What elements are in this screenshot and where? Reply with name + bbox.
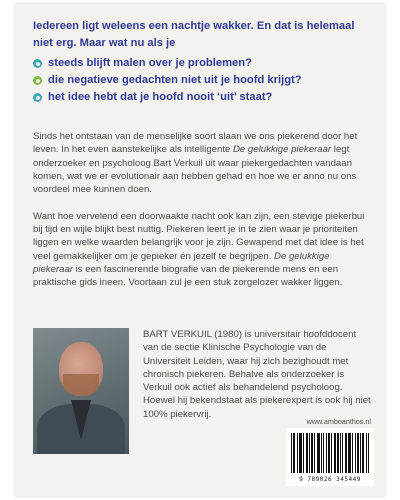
paragraph-text: legt onderzoeker en psycholoog Bart Verkuil uit waar piekergedachten vandaan komen, wat we er evolutionair aan hebben gehad en hoe we er anno nu ons voordeel mee kunnen doen.: [33, 144, 357, 196]
cover-text: [33, 18, 371, 289]
barcode-icon: [291, 433, 369, 475]
description-paragraph-2: [33, 210, 371, 290]
bullet-item: [33, 89, 371, 106]
description-paragraph-1: [33, 130, 371, 196]
circle-bullet-icon: [33, 76, 42, 85]
author-photo: [33, 328, 129, 454]
book-title: De gelukkige piekeraar: [233, 144, 332, 156]
bullet-text: steeds blijft malen over je problemen?: [48, 57, 252, 70]
bullet-text: die negatieve gedachten niet uit je hoofd krijgt?: [48, 74, 302, 87]
author-bio-text: (1980) is universitair hoofddocent van de sectie Klinische Psychologie van de Universiteit Leiden, waar hij zich bezighoudt met chronisch piekeren. Behalve als onderzoeker is Verkuil ook actief als behandelend psycholoog. Hoewel hij bekendstaat als piekerexpert is ook hij niet 100% piekervrij.: [143, 329, 371, 420]
isbn-number: 9 789026 345449: [299, 476, 361, 483]
author-name: BART VERKUIL: [143, 329, 212, 340]
paragraph-text: Sinds het ontstaan van de menselijke soort slaan we ons piekerend door het leven. In het even aanstekelijke als intelligente: [33, 131, 358, 156]
circle-bullet-icon: [33, 59, 42, 68]
book-back-cover: [15, 4, 385, 496]
intro-text: Iedereen ligt weleens een nachtje wakker. En dat is helemaal niet erg. Maar wat nu als je: [33, 20, 355, 49]
barcode: [286, 428, 374, 486]
bullet-item: [33, 55, 371, 72]
circle-bullet-icon: [33, 93, 42, 102]
bullet-list: [33, 55, 371, 106]
bullet-item: [33, 72, 371, 89]
book-title: De gelukkige piekeraar: [33, 250, 330, 275]
author-bio: [143, 328, 373, 421]
paragraph-text: Want hoe vervelend een doorwaakte nacht ook kan zijn, een stevige piekerbui bij tijd en wijle blijkt best nuttig. Piekeren leert je in te zien waar je prioriteiten liggen en welke waarden belangrijk voor je zijn. Gewapend met dat idee is het veel gemakkelijker om je gepieker én jezelf te begrijpen.: [33, 210, 365, 262]
bullet-text: het idee hebt dat je hoofd nooit ‘uit’ staat?: [48, 91, 273, 104]
publisher-website: www.amboanthos.nl: [306, 417, 371, 426]
paragraph-text: is een fascinerende biografie van de piekerende mens en een praktische gids ineen. Voortaan zul je een stuk zorgelozer wakker liggen.: [33, 263, 343, 289]
